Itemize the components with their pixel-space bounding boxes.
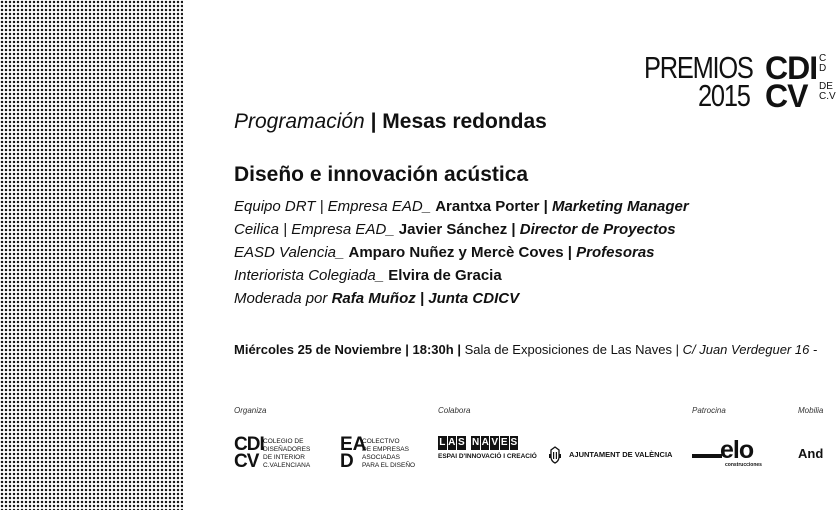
las-naves-subtitle: ESPAI D'INNOVACIÓ I CREACIÓ bbox=[438, 453, 537, 460]
ajuntament-valencia-logo bbox=[546, 446, 676, 466]
label-patrocina: Patrocina bbox=[692, 406, 726, 415]
ead-text-line: PARA EL DISEÑO bbox=[362, 462, 416, 469]
logo-cv-text: CV bbox=[765, 78, 808, 114]
event-date: Miércoles 25 de Noviembre bbox=[234, 342, 402, 357]
participant-role: Director de Proyectos bbox=[519, 221, 676, 238]
participant-role: Marketing Manager bbox=[551, 198, 689, 215]
ead-text-line: DE EMPRESAS bbox=[362, 446, 409, 453]
cdicv-mark-bottom: CV bbox=[234, 451, 259, 472]
mobiliario-sponsor-logo: And bbox=[798, 446, 824, 461]
cdicv-logo bbox=[234, 436, 324, 472]
info-sep: | bbox=[453, 342, 465, 357]
ead-text-line: COLECTIVO bbox=[362, 438, 400, 445]
session-title: Diseño e innovación acústica bbox=[234, 163, 529, 186]
naves-letter: A bbox=[481, 437, 489, 448]
participant-name: Arantxa Porter bbox=[435, 198, 540, 215]
participant-name: Amparo Nuñez y Mercè Coves bbox=[348, 244, 564, 261]
logo-year-text: 2015 bbox=[698, 78, 750, 113]
logo-small-1: C bbox=[819, 53, 827, 64]
naves-letter: A bbox=[448, 437, 456, 448]
info-sep: | bbox=[401, 342, 413, 357]
naves-gap bbox=[467, 436, 471, 450]
participants-list bbox=[234, 195, 689, 310]
participant-role: Profesoras bbox=[576, 244, 655, 261]
las-naves-wordmark bbox=[438, 436, 518, 450]
premios-cdi-logo bbox=[644, 52, 834, 112]
label-colabora: Colabora bbox=[438, 406, 471, 415]
participant-org: Equipo DRT | Empresa EAD_ bbox=[234, 198, 436, 215]
dot-pattern-panel bbox=[0, 0, 183, 510]
participant-line bbox=[234, 218, 689, 241]
section-label: Programación bbox=[234, 110, 365, 133]
ead-mark-top: EA bbox=[340, 434, 367, 455]
cdicv-text-line: COLEGIO DE bbox=[263, 438, 304, 445]
logo-cdi-text: CDI bbox=[765, 50, 818, 86]
info-sep: | bbox=[672, 342, 683, 357]
label-organiza: Organiza bbox=[234, 406, 267, 415]
participant-sep: | bbox=[507, 221, 520, 238]
elo-subtitle: construcciones bbox=[725, 462, 762, 468]
participant-line bbox=[234, 241, 689, 264]
event-address: C/ Juan Verdeguer 16 - bbox=[682, 342, 818, 357]
participant-name: Elvira de Gracia bbox=[388, 267, 502, 284]
moderator-name: Rafa Muñoz | Junta CDICV bbox=[331, 290, 520, 307]
participant-sep: | bbox=[539, 198, 552, 215]
moderator-label: Moderada por bbox=[234, 290, 332, 307]
label-mobiliario: Mobilia bbox=[798, 406, 824, 415]
event-info-line bbox=[234, 342, 817, 357]
participant-org: EASD Valencia_ bbox=[234, 244, 349, 261]
programme-heading bbox=[234, 110, 547, 134]
event-time: 18:30h bbox=[412, 342, 454, 357]
moderator-line bbox=[234, 287, 689, 310]
cdicv-mark-top: CDI bbox=[234, 434, 264, 455]
logo-premios-text: PREMIOS bbox=[644, 50, 753, 85]
event-venue: Sala de Exposiciones de Las Naves bbox=[464, 342, 672, 357]
ajuntament-text: AJUNTAMENT DE VALÈNCIA bbox=[569, 450, 673, 459]
ead-logo bbox=[340, 436, 420, 472]
naves-letter: S bbox=[510, 437, 518, 448]
las-naves-logo bbox=[438, 436, 537, 472]
naves-letter: N bbox=[472, 437, 480, 448]
participant-name: Javier Sánchez bbox=[398, 221, 508, 238]
elo-bar bbox=[692, 454, 722, 458]
naves-letter: L bbox=[439, 437, 446, 448]
cdicv-text-line: C.VALENCIANA bbox=[263, 462, 311, 469]
naves-letter: S bbox=[457, 437, 465, 448]
logo-small-3: DE bbox=[819, 81, 833, 92]
logo-small-2: D bbox=[819, 63, 827, 74]
participant-org: Interiorista Colegiada_ bbox=[234, 267, 389, 284]
city-crest-icon bbox=[546, 446, 564, 464]
participant-line bbox=[234, 195, 689, 218]
subsection-label: Mesas redondas bbox=[382, 110, 547, 133]
cdicv-text-line: DE INTERIOR bbox=[263, 454, 305, 461]
heading-separator: | bbox=[364, 110, 383, 133]
logo-small-4: C.V bbox=[819, 91, 836, 102]
elo-construcciones-logo bbox=[692, 436, 772, 470]
participant-org: Ceilica | Empresa EAD_ bbox=[234, 221, 399, 238]
participant-line bbox=[234, 264, 689, 287]
naves-letter: E bbox=[500, 437, 508, 448]
participant-sep: | bbox=[563, 244, 577, 261]
ead-mark-bottom: D bbox=[340, 451, 354, 472]
elo-wordmark: elo bbox=[720, 436, 754, 464]
cdicv-text-line: DISEÑADORES bbox=[263, 446, 311, 453]
ead-text-line: ASOCIADAS bbox=[362, 454, 400, 461]
naves-letter: V bbox=[491, 437, 499, 448]
